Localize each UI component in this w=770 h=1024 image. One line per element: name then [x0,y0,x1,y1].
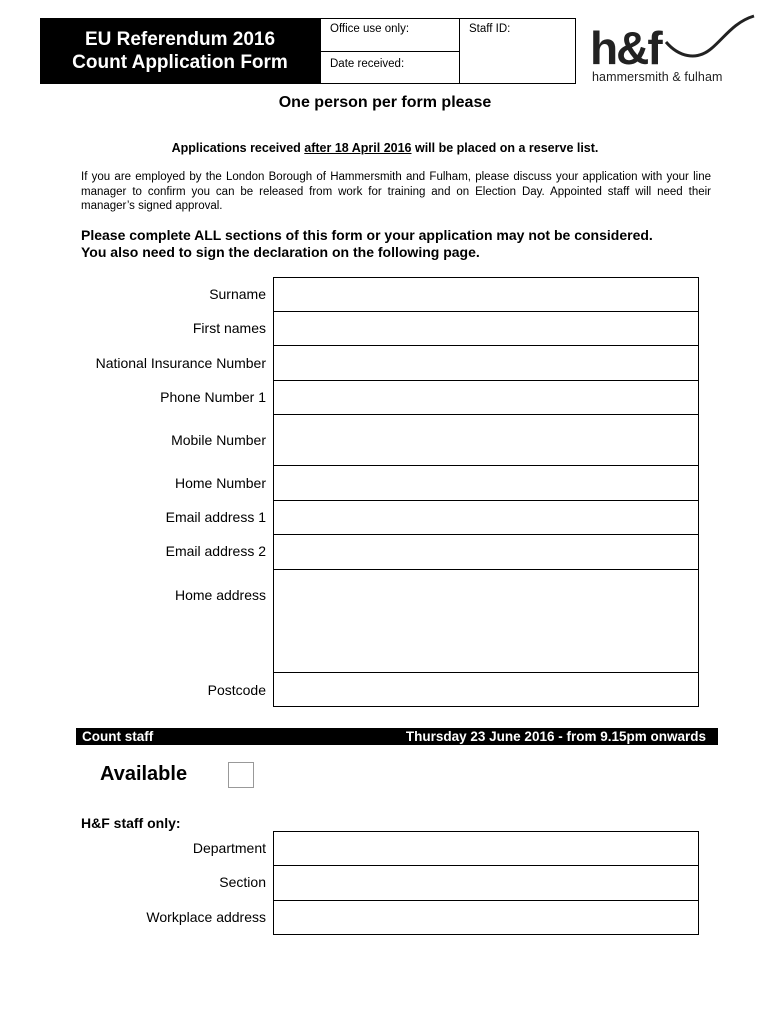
form-title-line1: EU Referendum 2016 [84,29,276,50]
mobile-number-label: Mobile Number [171,432,266,448]
svg-text:h&f: h&f [590,22,661,72]
section-label: Section [219,874,266,890]
logo-subtitle: hammersmith & fulham [592,70,723,84]
complete-warning: Please complete ALL sections of this form or your application may not be considered. You also need to sign the declaration on the following page. [81,227,653,260]
first-names-label: First names [192,320,266,336]
office-use-label: Office use only: [321,19,460,52]
ni-number-label: National Insurance Number [95,355,266,371]
department-input[interactable] [273,831,699,866]
notice-date: after 18 April 2016 [304,141,412,155]
count-date-label: Thursday 23 June 2016 - from 9.15pm onwards [405,729,706,744]
email-1-label: Email address 1 [165,509,266,525]
count-staff-bar [76,728,718,745]
phone-1-label: Phone Number 1 [160,389,266,405]
form-title [40,18,320,84]
email-2-label: Email address 2 [165,543,266,559]
department-label: Department [192,840,266,856]
office-use-box [320,18,576,84]
employment-paragraph: If you are employed by the London Borough of Hammersmith and Fulham, please discuss your application with your line manager to confirm you can be released from work for training and on Election Day. Appointed staff will need their manager’s signed approval. [81,171,711,212]
mobile-number-input[interactable] [273,414,699,466]
home-number-input[interactable] [273,465,699,501]
home-address-input[interactable] [273,569,699,673]
staff-id-field[interactable]: Staff ID: [469,23,511,35]
count-staff-label: Count staff [82,729,154,744]
staff-only-heading: H&F staff only: [81,815,181,831]
first-names-input[interactable] [273,311,699,346]
workplace-address-label: Workplace address [146,909,266,925]
hf-logo [588,12,758,88]
hf-logo-mark [588,12,758,72]
ni-number-input[interactable] [273,345,699,381]
home-address-label: Home address [174,587,266,603]
email-1-input[interactable] [273,500,699,535]
surname-label: Surname [209,286,266,302]
home-number-label: Home Number [174,475,266,491]
available-label: Available [100,763,188,785]
form-title-line2: Count Application Form [72,52,288,73]
postcode-label: Postcode [207,682,266,698]
reserve-notice: Applications received after 18 April 2016 will be placed on a reserve list. [171,141,599,155]
workplace-address-input[interactable] [273,900,699,935]
postcode-input[interactable] [273,672,699,707]
phone-1-input[interactable] [273,380,699,415]
page-heading: One person per form please [278,94,492,111]
email-2-input[interactable] [273,534,699,570]
date-received-field[interactable]: Date received: [321,52,460,84]
section-input[interactable] [273,865,699,901]
available-checkbox[interactable] [228,762,254,788]
surname-input[interactable] [273,277,699,312]
